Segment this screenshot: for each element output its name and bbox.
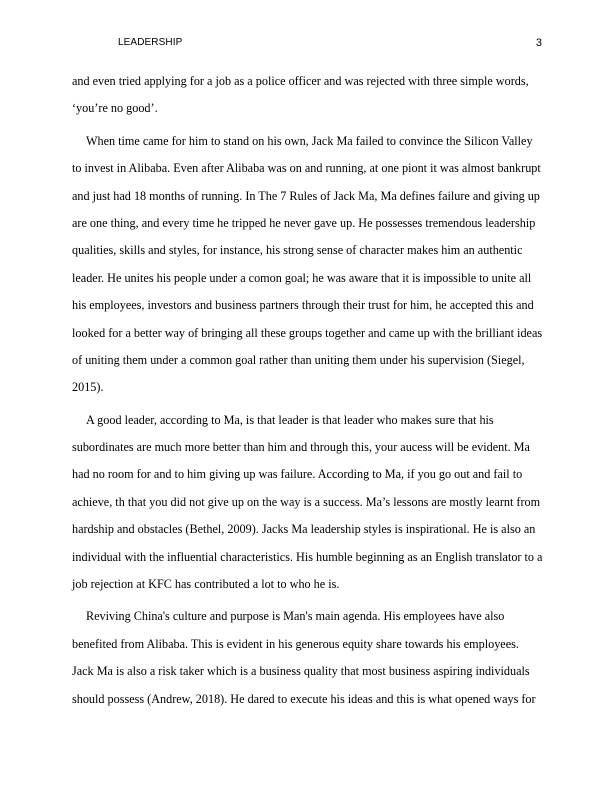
- text-line: Reviving China's culture and purpose is Man's main agenda. His employees have also: [86, 609, 505, 624]
- running-header: LEADERSHIP: [118, 37, 183, 48]
- text-line: Jack Ma is also a risk taker which is a business quality that most business aspiring individuals: [72, 664, 530, 679]
- text-line: his employees, investors and business partners through their trust for him, he accepted this and: [72, 298, 534, 313]
- paragraph-1: [72, 68, 546, 123]
- text-line: to invest in Alibaba. Even after Alibaba was on and running, at one piont it was almost bankrupt: [72, 161, 541, 176]
- text-line: are one thing, and every time he tripped he never gave up. He possesses tremendous leadership: [72, 215, 536, 230]
- paragraph-2: [72, 128, 546, 402]
- text-line: job rejection at KFC has contributed a lot to who he is.: [72, 577, 340, 592]
- text-line: individual with the influential characteristics. His humble beginning as an English translator to a: [72, 549, 543, 564]
- paragraph-3: [72, 407, 546, 599]
- paragraph-4: [72, 603, 546, 713]
- text-line: achieve, th that you did not give up on the way is a success. Ma’s lessons are mostly learnt from: [72, 494, 541, 509]
- text-line: ‘you’re no good’.: [72, 101, 158, 116]
- text-line: subordinates are much more better than him and through this, your aucess will be evident. Ma: [72, 440, 530, 455]
- body-text: [72, 68, 546, 713]
- text-line: looked for a better way of bringing all these groups together and came up with the brilliant ideas: [72, 325, 543, 340]
- text-line: and even tried applying for a job as a police officer and was rejected with three simple words,: [72, 74, 529, 88]
- text-line: should possess (Andrew, 2018). He dared to execute his ideas and this is what opened ways for: [72, 691, 536, 706]
- text-line: had no room for and to him giving up was failure. According to Ma, if you go out and fail to: [72, 467, 523, 482]
- page-number: 3: [535, 37, 542, 49]
- text-line: hardship and obstacles (Bethel, 2009). Jacks Ma leadership styles is inspirational. He is also an: [72, 522, 536, 537]
- text-line: and just had 18 months of running. In The 7 Rules of Jack Ma, Ma defines failure and giving up: [72, 188, 540, 203]
- text-line: 2015).: [72, 380, 104, 395]
- text-line: benefited from Alibaba. This is evident in his generous equity share towards his employees.: [72, 636, 519, 651]
- text-line: leader. He unites his people under a comon goal; he was aware that it is impossible to unite all: [72, 270, 532, 285]
- text-line: When time came for him to stand on his own, Jack Ma failed to convince the Silicon Valley: [86, 133, 533, 148]
- text-line: A good leader, according to Ma, is that leader is that leader who makes sure that his: [86, 412, 494, 427]
- text-line: of uniting them under a common goal rather than uniting them under his supervision (Siegel,: [72, 352, 525, 367]
- text-line: qualities, skills and styles, for instance, his strong sense of character makes him an authentic: [72, 243, 523, 258]
